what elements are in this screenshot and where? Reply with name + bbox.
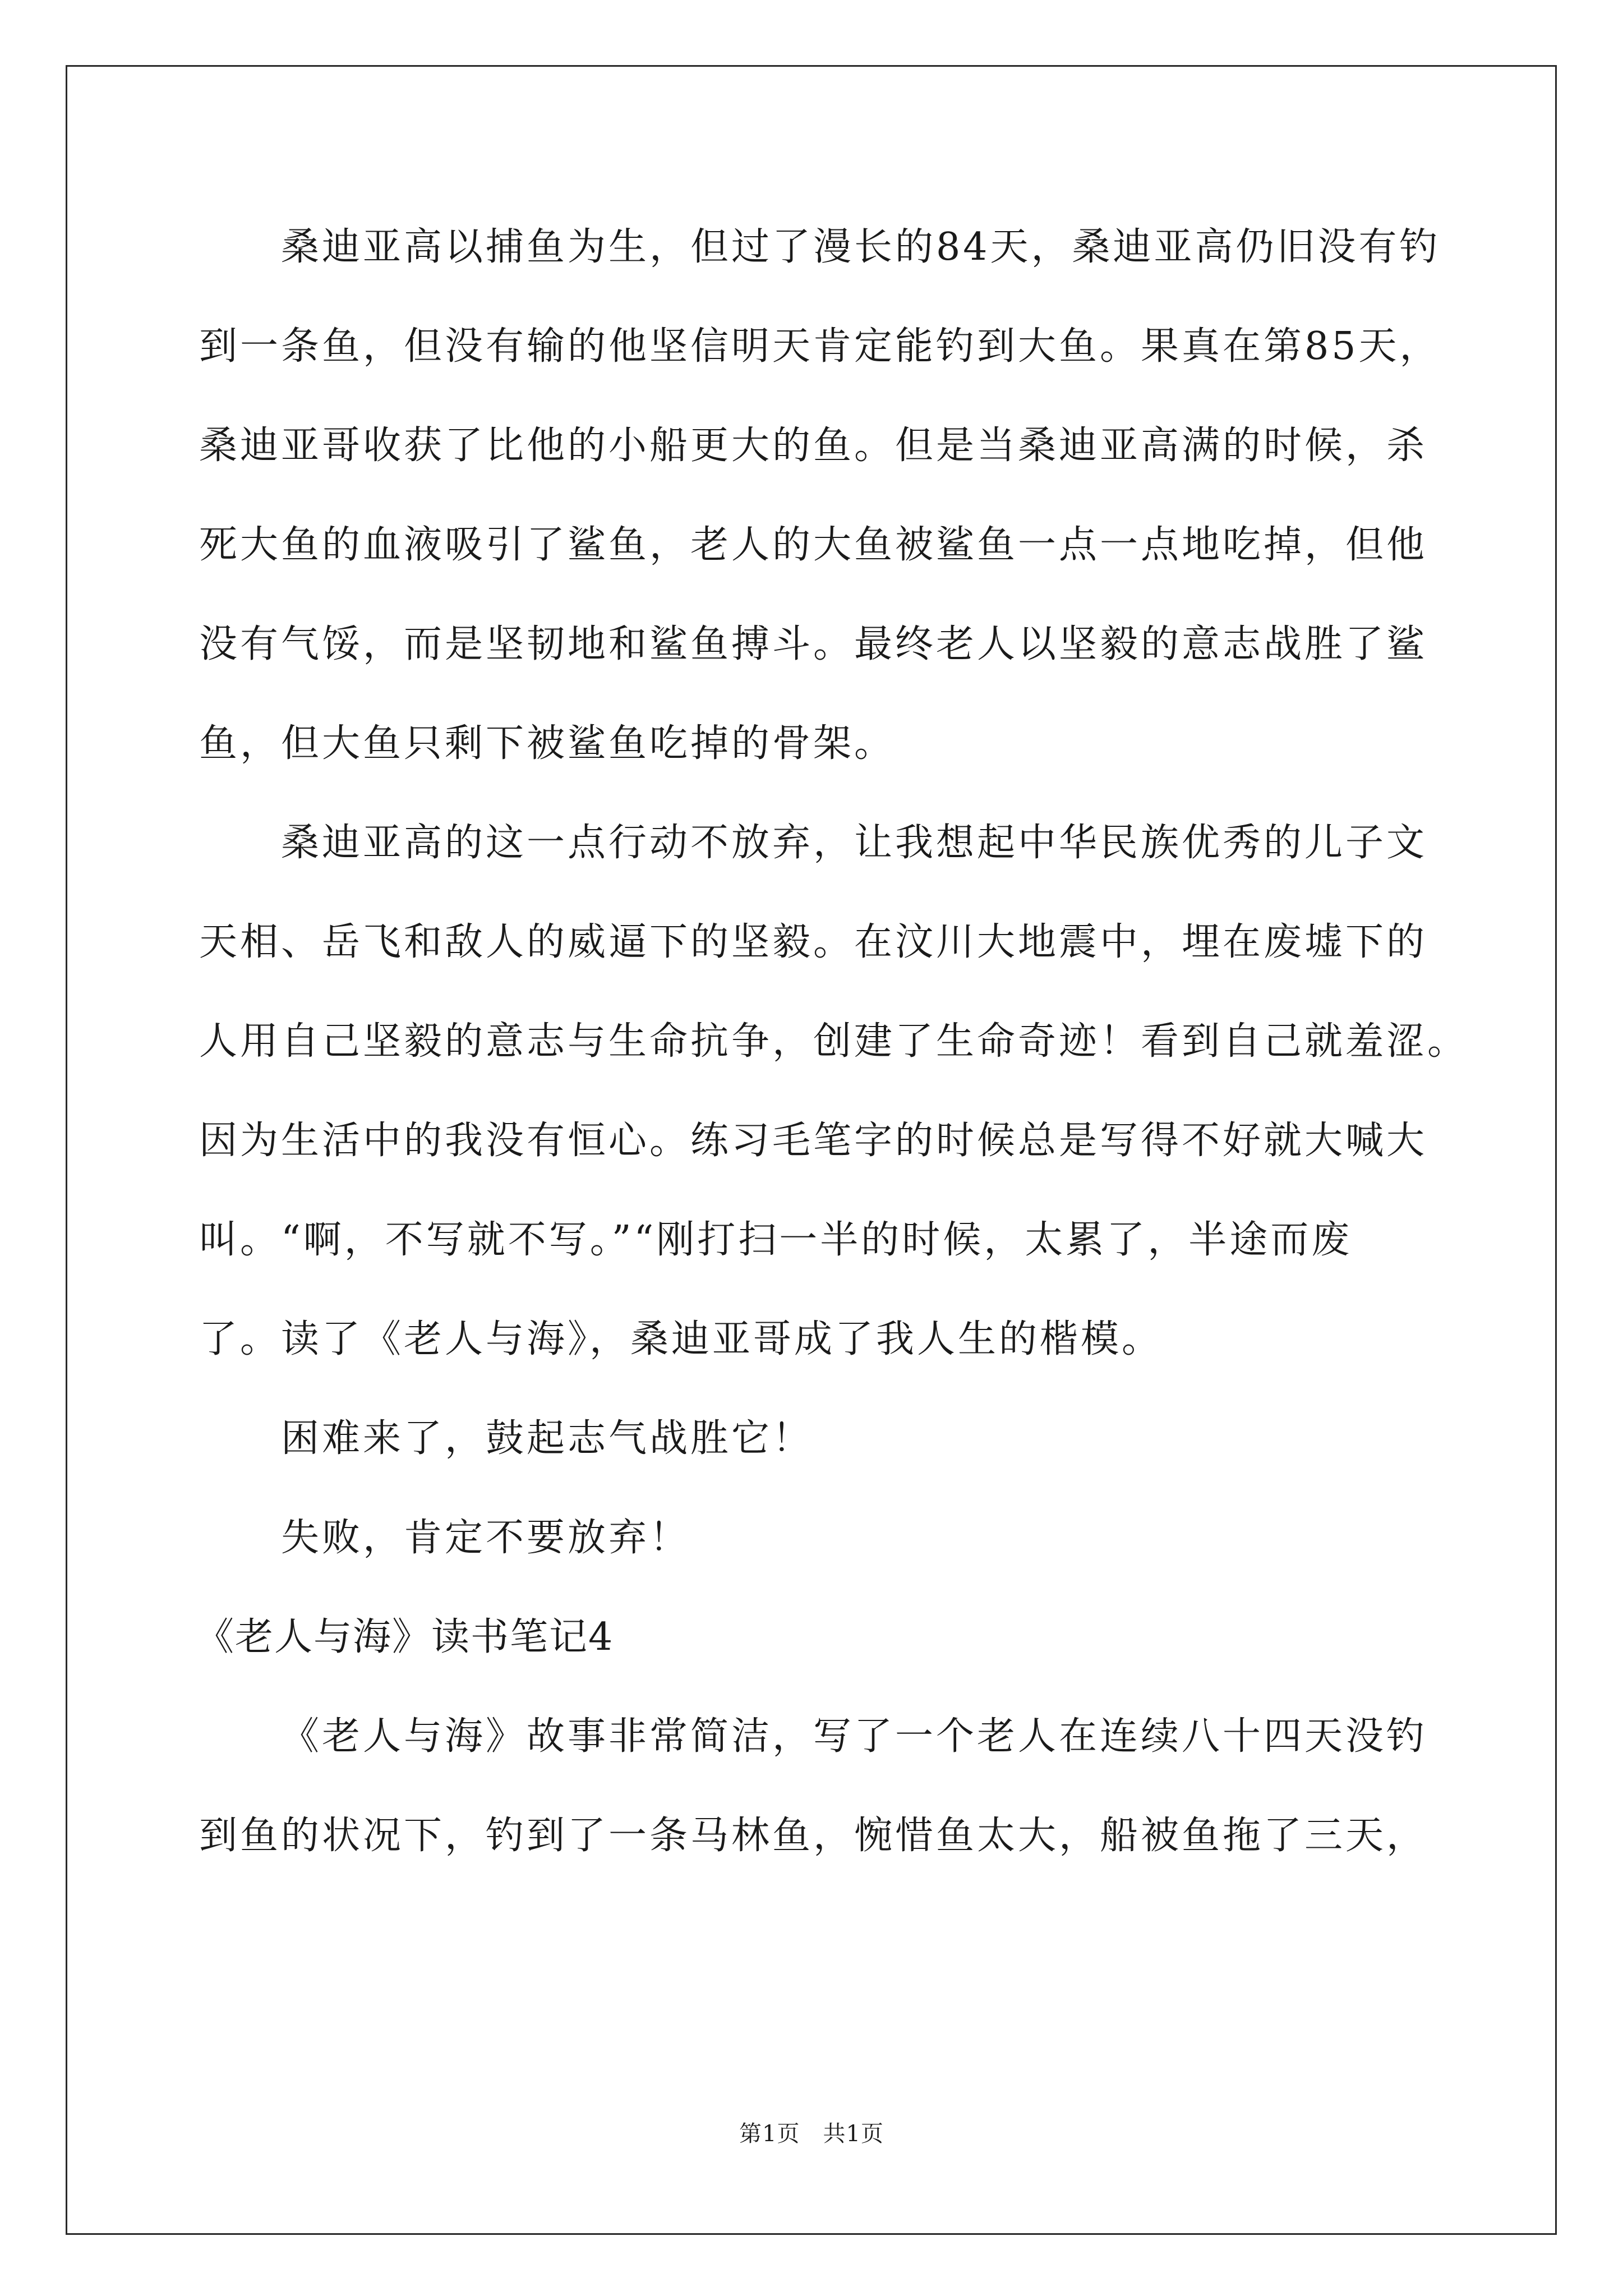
paragraph-line: 失败，肯定不要放弃！ xyxy=(281,1516,691,1560)
paragraph-line: 桑迪亚哥收获了比他的小船更大的鱼。但是当桑迪亚高满的时候，杀 xyxy=(199,424,1428,468)
paragraph-line: 到鱼的状况下，钓到了一条马林鱼，惋惜鱼太大，船被鱼拖了三天， xyxy=(199,1814,1428,1858)
paragraph-line: 到一条鱼，但没有输的他坚信明天肯定能钓到大鱼。果真在第85天， xyxy=(199,324,1441,369)
paragraph-line: 困难来了，鼓起志气战胜它！ xyxy=(281,1416,814,1461)
paragraph-line: 桑迪亚高以捕鱼为生，但过了漫长的84天，桑迪亚高仍旧没有钓 xyxy=(281,225,1441,269)
paragraph-line: 了。读了《老人与海》，桑迪亚哥成了我人生的楷模。 xyxy=(199,1317,1163,1361)
paragraph-line: 叫。“啊，不写就不写。”“刚打扫一半的时候，太累了，半途而废 xyxy=(199,1218,1353,1262)
section-heading: 《老人与海》读书笔记4 xyxy=(196,1615,614,1659)
page-number-footer: 第1页 共1页 xyxy=(739,2121,884,2147)
paragraph-line: 人用自己坚毅的意志与生命抗争，创建了生命奇迹！看到自己就羞涩。 xyxy=(199,1019,1469,1064)
paragraph-line: 因为生活中的我没有恒心。练习毛笔字的时候总是写得不好就大喊大 xyxy=(199,1119,1428,1163)
paragraph-line: 鱼，但大鱼只剩下被鲨鱼吃掉的骨架。 xyxy=(199,721,896,766)
paragraph-line: 《老人与海》故事非常简洁，写了一个老人在连续八十四天没钓 xyxy=(281,1714,1428,1759)
paragraph-line: 桑迪亚高的这一点行动不放弃，让我想起中华民族优秀的儿子文 xyxy=(281,821,1428,865)
paragraph-line: 天相、岳飞和敌人的威逼下的坚毅。在汶川大地震中，埋在废墟下的 xyxy=(199,920,1428,964)
paragraph-line: 死大鱼的血液吸引了鲨鱼，老人的大鱼被鲨鱼一点一点地吃掉，但他 xyxy=(199,523,1428,567)
paragraph-line: 没有气馁，而是坚韧地和鲨鱼搏斗。最终老人以坚毅的意志战胜了鲨 xyxy=(199,622,1428,666)
